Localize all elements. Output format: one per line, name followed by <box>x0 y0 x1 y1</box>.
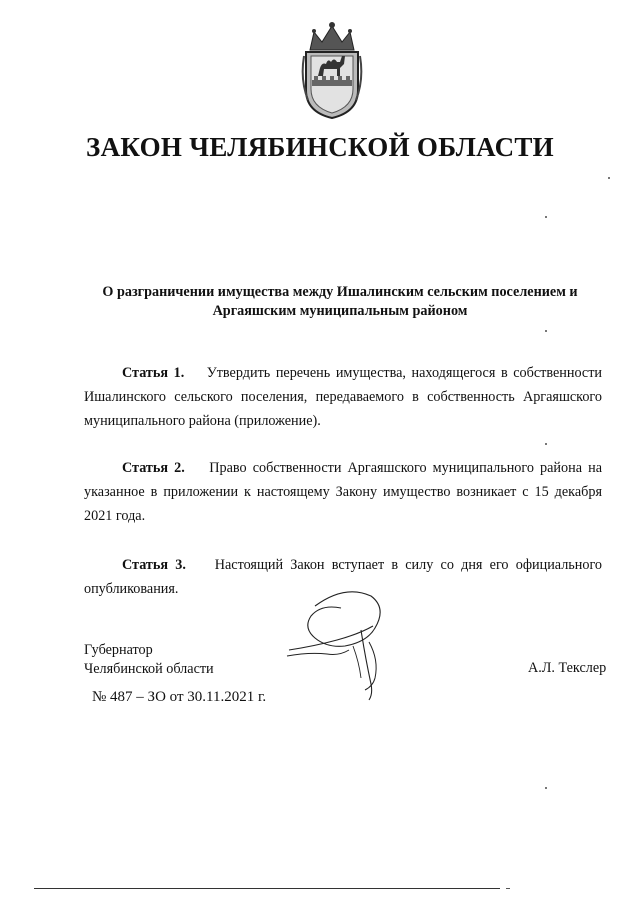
signatory-name: А.Л. Текслер <box>528 660 607 676</box>
signatory-position-line-2: Челябинской области <box>84 661 214 677</box>
law-subject: О разграничении имущества между Ишалинским сельским поселением и Аргаяшским муниципальным районом <box>102 284 578 319</box>
article-2-label: Статья 2. <box>122 460 185 476</box>
document-title: ЗАКОН ЧЕЛЯБИНСКОЙ ОБЛАСТИ <box>86 132 554 162</box>
article-2 <box>84 456 602 528</box>
coat-of-arms-emblem <box>300 20 364 120</box>
handwritten-signature <box>275 586 395 704</box>
article-1-label: Статья 1. <box>122 365 185 381</box>
signatory-position <box>84 641 214 679</box>
law-number-and-date: № 487 – ЗО от 30.11.2021 г. <box>92 689 267 705</box>
footer-rule <box>34 888 500 889</box>
signatory-position-line-1: Губернатор <box>84 642 153 658</box>
scan-speck <box>545 216 547 218</box>
article-3-label: Статья 3. <box>122 557 186 573</box>
article-1 <box>84 361 602 433</box>
scan-speck <box>545 443 547 445</box>
scan-speck <box>545 787 547 789</box>
article-1-text: Утвердить перечень имущества, находящегося в собственности Ишалинского сельского поселения, передаваемого в собственность Аргаяшского муниципального района (приложение). <box>84 365 602 429</box>
scan-speck <box>608 177 610 179</box>
footer-rule-fragment <box>506 888 510 889</box>
article-3-text: Настоящий Закон вступает в силу со дня его официального опубликования. <box>84 557 603 597</box>
article-2-text: Право собственности Аргаяшского муниципального района на указанное в приложении к настоящему Закону имущество возникает с 15 декабря 2021 года. <box>84 460 603 524</box>
scan-speck <box>545 330 547 332</box>
